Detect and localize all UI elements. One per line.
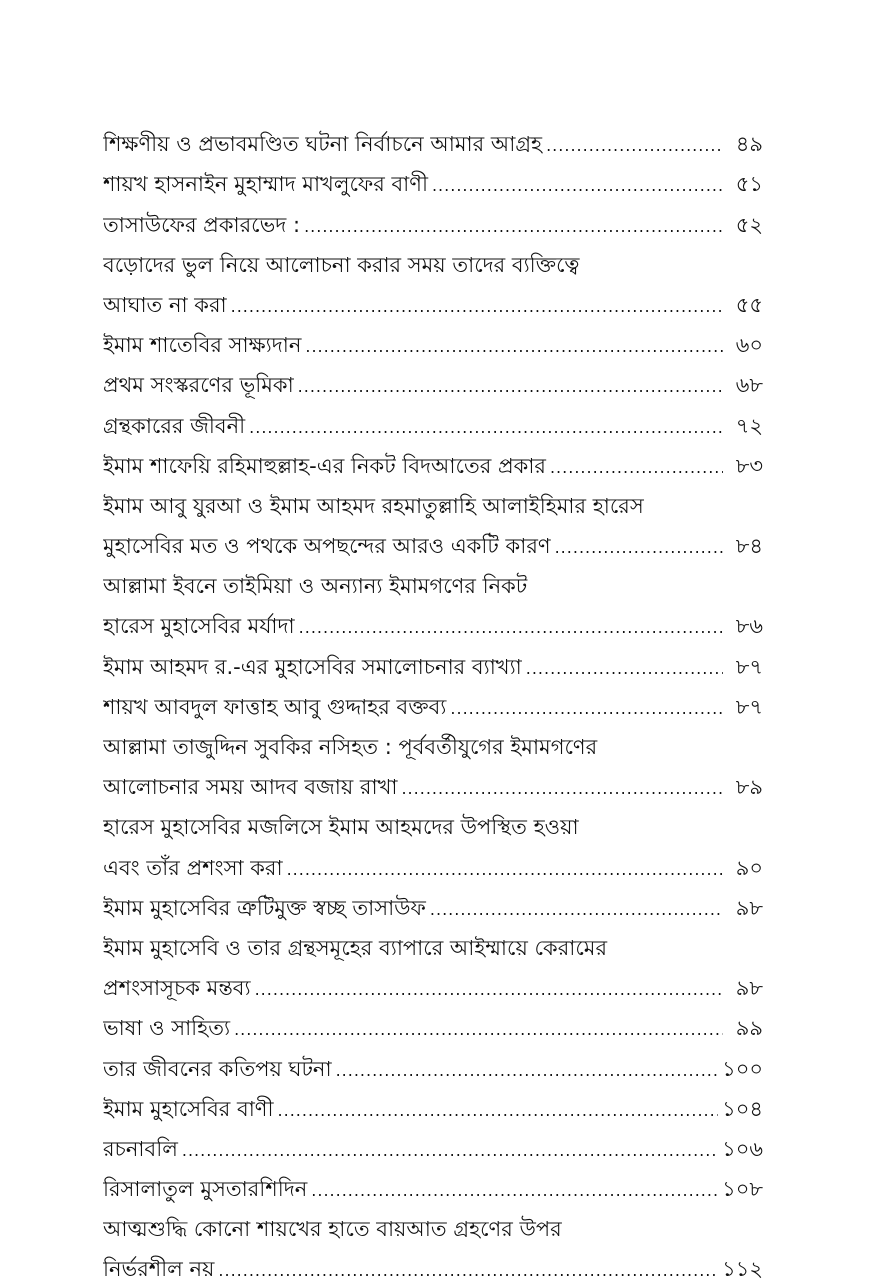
dot-leader bbox=[555, 536, 723, 560]
toc-entry-title: আলোচনার সময় আদব বজায় রাখা bbox=[103, 775, 398, 800]
toc-entry-title: শায়খ হাসনাইন মুহাম্মাদ মাখলুফের বাণী bbox=[103, 172, 428, 197]
toc-entry-title: ইমাম আহমদ র.-এর মুহাসেবির সমালোচনার ব্যাখ্যা bbox=[103, 654, 522, 679]
toc-entry bbox=[103, 1083, 763, 1123]
toc-entry bbox=[103, 681, 763, 721]
toc-entry-title: হারেস মুহাসেবির মর্যাদা bbox=[103, 614, 295, 639]
toc-entry-page-number: ৫৫ bbox=[735, 292, 763, 317]
toc-entry-title: আত্মশুদ্ধি কোনো শায়খের হাতে বায়আত গ্রহণের উপর bbox=[103, 1217, 562, 1242]
toc-entry bbox=[103, 359, 763, 399]
dot-leader bbox=[526, 657, 723, 681]
toc-entry bbox=[103, 1002, 763, 1042]
toc-entry bbox=[103, 922, 763, 962]
toc-entry-page-number: ৮৪ bbox=[735, 534, 763, 559]
toc-entry bbox=[103, 1123, 763, 1163]
dot-leader bbox=[249, 416, 723, 440]
toc-entry-title: আঘাত না করা bbox=[103, 292, 227, 317]
toc-entry-title: তাসাউফের প্রকারভেদ : bbox=[103, 212, 301, 237]
dot-leader bbox=[278, 1099, 719, 1123]
toc-entry-title: ভাষা ও সাহিত্য bbox=[103, 1016, 231, 1041]
toc-entry-page-number: ৯৮ bbox=[735, 895, 763, 920]
toc-entry-title: ইমাম শাফেয়ি রহিমাহুল্লাহ-এর নিকট বিদআতের প্রকার bbox=[103, 453, 546, 478]
toc-entry-title: নির্ভরশীল নয় bbox=[103, 1257, 215, 1282]
toc-entry-page-number: ৮৯ bbox=[735, 775, 763, 800]
toc-entry-title: ইমাম মুহাসেবির বাণী bbox=[103, 1096, 274, 1121]
toc-entry-title: রচনাবলি bbox=[103, 1136, 178, 1161]
toc-entry bbox=[103, 198, 763, 238]
toc-entry bbox=[103, 440, 763, 480]
dot-leader bbox=[218, 1259, 718, 1283]
toc-entry bbox=[103, 158, 763, 198]
dot-leader bbox=[450, 697, 723, 721]
toc-entry-title: হারেস মুহাসেবির মজলিসে ইমাম আহমদের উপস্থিত হওয়া bbox=[103, 815, 579, 840]
toc-entry-title: রিসালাতুল মুসতারশিদিন bbox=[103, 1177, 308, 1202]
dot-leader bbox=[298, 375, 723, 399]
dot-leader bbox=[401, 777, 723, 801]
toc-entry-title: শায়খ আবদুল ফাত্তাহ আবু গুদ্দাহর বক্তব্য bbox=[103, 694, 447, 719]
toc-entry bbox=[103, 1163, 763, 1203]
toc-entry bbox=[103, 1243, 763, 1283]
toc-entry-page-number: ৫১ bbox=[735, 172, 763, 197]
toc-entry bbox=[103, 1042, 763, 1082]
toc-entry-page-number: ৯৯ bbox=[735, 1016, 763, 1041]
toc-entry-page-number: ৬০ bbox=[735, 333, 763, 358]
toc-entry-page-number: ১০০ bbox=[722, 1056, 763, 1081]
toc-entry-page-number: ৬৮ bbox=[735, 373, 763, 398]
toc-entry-title: বড়োদের ভুল নিয়ে আলোচনা করার সময় তাদের ব্যক্তিত্বে bbox=[103, 252, 580, 277]
toc-entry-page-number: ১০৬ bbox=[722, 1136, 763, 1161]
toc-entry-title: ইমাম মুহাসেবির ত্রুটিমুক্ত স্বচ্ছ তাসাউফ bbox=[103, 895, 426, 920]
toc-entry-page-number: ৫২ bbox=[735, 212, 763, 237]
toc-entry-title: ইমাম আবু যুরআ ও ইমাম আহমদ রহমাতুল্লাহি আলাইহিমার হারেস bbox=[103, 493, 644, 518]
toc-entry-title: প্রশংসাসূচক মন্তব্য bbox=[103, 976, 251, 1001]
toc-entry-page-number: ৯০ bbox=[735, 855, 763, 880]
toc-entry bbox=[103, 761, 763, 801]
toc-entry-page-number: ৪৯ bbox=[735, 132, 763, 157]
toc-entry bbox=[103, 801, 763, 841]
dot-leader bbox=[546, 134, 723, 158]
toc-entry-title: মুহাসেবির মত ও পথকে অপছন্দের আরও একটি কারণ bbox=[103, 534, 551, 559]
toc-entry bbox=[103, 882, 763, 922]
toc-entry bbox=[103, 640, 763, 680]
dot-leader bbox=[311, 1179, 718, 1203]
toc-entry-page-number: ১০৪ bbox=[722, 1096, 763, 1121]
toc-entry bbox=[103, 239, 763, 279]
toc-entry bbox=[103, 118, 763, 158]
toc-entry bbox=[103, 600, 763, 640]
dot-leader bbox=[304, 215, 723, 239]
dot-leader bbox=[182, 1139, 718, 1163]
toc-entry-title: গ্রন্থকারের জীবনী bbox=[103, 413, 246, 438]
toc-entry-title: ইমাম মুহাসেবি ও তার গ্রন্থসমূহের ব্যাপারে আইম্মায়ে কেরামের bbox=[103, 935, 608, 960]
dot-leader bbox=[231, 295, 723, 319]
toc-entry bbox=[103, 480, 763, 520]
dot-leader bbox=[550, 456, 723, 480]
toc-entry-title: ইমাম শাতেবির সাক্ষ্যদান bbox=[103, 333, 302, 358]
toc-entry-page-number: ৮৭ bbox=[735, 654, 763, 679]
toc-entry bbox=[103, 520, 763, 560]
toc-entry-title: প্রথম সংস্করণের ভূমিকা bbox=[103, 373, 294, 398]
table-of-contents bbox=[103, 118, 763, 1283]
dot-leader bbox=[299, 616, 723, 640]
toc-entry-page-number: ৯৮ bbox=[735, 976, 763, 1001]
toc-entry bbox=[103, 319, 763, 359]
toc-entry-page-number: ১০৮ bbox=[722, 1177, 763, 1202]
toc-entry-page-number: ৮৬ bbox=[735, 614, 763, 639]
toc-entry bbox=[103, 1203, 763, 1243]
toc-entry-page-number: ৮৭ bbox=[735, 694, 763, 719]
toc-entry bbox=[103, 279, 763, 319]
toc-entry-page-number: ১১২ bbox=[722, 1257, 763, 1282]
toc-entry bbox=[103, 841, 763, 881]
dot-leader bbox=[432, 174, 723, 198]
dot-leader bbox=[305, 335, 723, 359]
toc-entry bbox=[103, 560, 763, 600]
toc-entry bbox=[103, 721, 763, 761]
toc-entry bbox=[103, 399, 763, 439]
toc-entry-title: তার জীবনের কতিপয় ঘটনা bbox=[103, 1056, 332, 1081]
toc-entry bbox=[103, 962, 763, 1002]
toc-entry-page-number: ৭২ bbox=[735, 413, 763, 438]
toc-entry-title: আল্লামা তাজুদ্দিন সুবকির নসিহত : পূর্ববর্তীযুগের ইমামগণের bbox=[103, 735, 598, 759]
toc-entry-page-number: ৮৩ bbox=[735, 453, 763, 478]
dot-leader bbox=[255, 978, 723, 1002]
dot-leader bbox=[234, 1018, 723, 1042]
dot-leader bbox=[287, 858, 723, 882]
toc-entry-title: আল্লামা ইবনে তাইমিয়া ও অন্যান্য ইমামগণের নিকট bbox=[103, 574, 528, 599]
toc-entry-title: শিক্ষণীয় ও প্রভাবমণ্ডিত ঘটনা নির্বাচনে আমার আগ্রহ bbox=[103, 132, 543, 157]
dot-leader bbox=[336, 1059, 719, 1083]
dot-leader bbox=[430, 898, 723, 922]
toc-entry-title: এবং তাঁর প্রশংসা করা bbox=[103, 855, 283, 880]
